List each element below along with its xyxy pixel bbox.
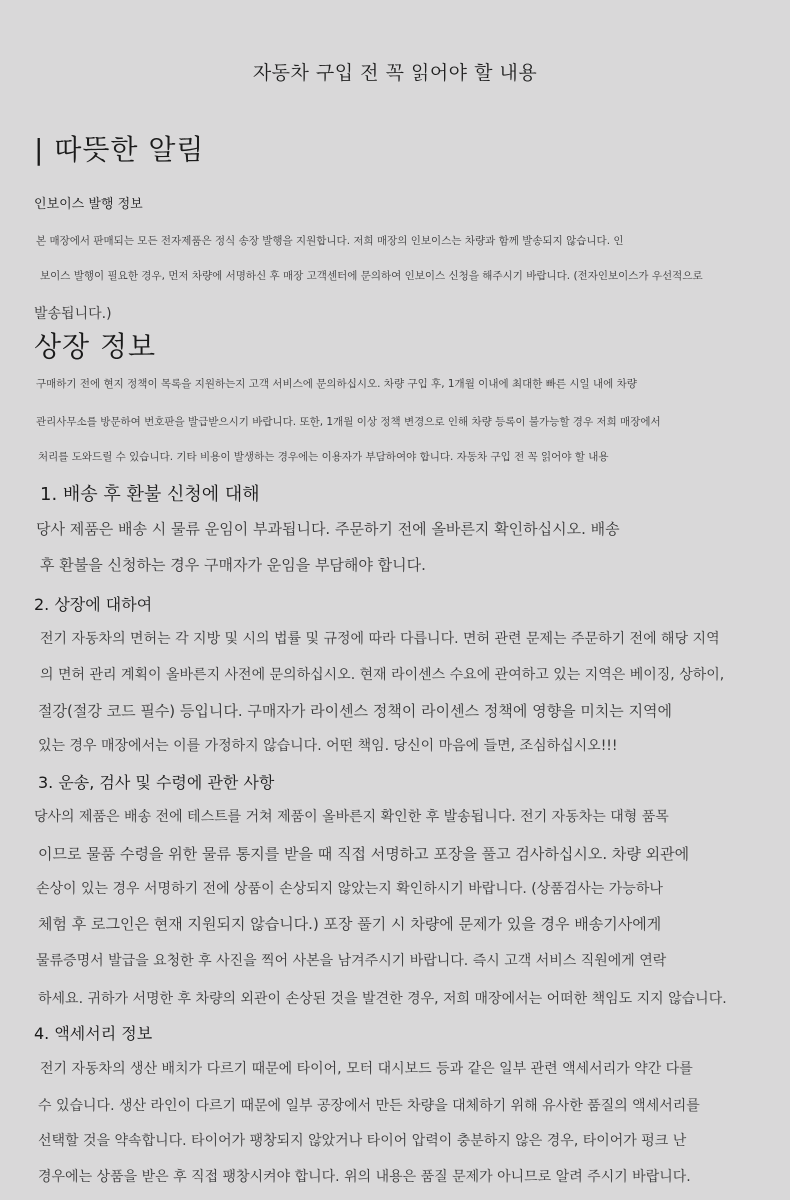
- section-title: 1. 배송 후 환불 신청에 대해: [40, 484, 260, 505]
- section-line: 전기 자동차의 면허는 각 지방 및 시의 법률 및 규정에 따라 다릅니다. 면허 관련 문제는 주문하기 전에 해당 지역: [40, 631, 720, 647]
- document-title: 자동차 구입 전 꼭 읽어야 할 내용: [252, 62, 538, 84]
- invoice-label: 인보이스 발행 정보: [34, 197, 143, 212]
- section-line: 의 면허 관리 계획이 올바른지 사전에 문의하십시오. 현재 라이센스 수요에 관여하고 있는 지역은 베이징, 상하이,: [40, 667, 725, 683]
- notice-heading: | 따뜻한 알림: [34, 133, 205, 166]
- section-line: 경우에는 상품을 받은 후 직접 팽창시켜야 합니다. 위의 내용은 품질 문제가 아니므로 알려 주시기 바랍니다.: [38, 1169, 691, 1185]
- section-line: 후 환불을 신청하는 경우 구매자가 운임을 부담해야 합니다.: [40, 556, 426, 574]
- section-line: 물류증명서 발급을 요청한 후 사진을 찍어 사본을 남겨주시기 바랍니다. 즉시 고객 서비스 직원에게 연락: [36, 953, 667, 969]
- section-line: 있는 경우 매장에서는 이를 가정하지 않습니다. 어떤 책임. 당신이 마음에 들면, 조심하십시오!!!: [38, 738, 618, 754]
- section-line: 체험 후 로그인은 현재 지원되지 않습니다.) 포장 풀기 시 차량에 문제가 있을 경우 배송기사에게: [38, 915, 662, 933]
- notice-line: 본 매장에서 판매되는 모든 전자제품은 정식 송장 발행을 지원합니다. 저희 매장의 인보이스는 차량과 함께 발송되지 않습니다. 인: [36, 235, 624, 247]
- section-line: 당사의 제품은 배송 전에 테스트를 거쳐 제품이 올바른지 확인한 후 발송됩니다. 전기 자동차는 대형 품목: [34, 809, 669, 825]
- section-title: 2. 상장에 대하여: [34, 595, 153, 614]
- section-line: 이므로 물품 수령을 위한 물류 통지를 받을 때 직접 서명하고 포장을 풀고 검사하십시오. 차량 외관에: [38, 845, 690, 863]
- section-line: 손상이 있는 경우 서명하기 전에 상품이 손상되지 않았는지 확인하시기 바랍니다. (상품검사는 가능하나: [36, 881, 663, 897]
- section-line: 수 있습니다. 생산 라인이 다르기 때문에 일부 공장에서 만든 차량을 대체하기 위해 유사한 품질의 액세서리를: [38, 1098, 700, 1114]
- product-line: 처리를 도와드릴 수 있습니다. 기타 비용이 발생하는 경우에는 이용자가 부담하여야 합니다. 자동차 구입 전 꼭 읽어야 할 내용: [38, 451, 609, 463]
- section-title: 3. 운송, 검사 및 수령에 관한 사항: [38, 773, 275, 792]
- section-line: 선택할 것을 약속합니다. 타이어가 팽창되지 않았거나 타이어 압력이 충분하지 않은 경우, 타이어가 펑크 난: [38, 1133, 687, 1149]
- section-title: 4. 액세서리 정보: [34, 1024, 153, 1043]
- section-line: 당사 제품은 배송 시 물류 운임이 부과됩니다. 주문하기 전에 올바른지 확인하십시오. 배송: [36, 520, 620, 538]
- section-line: 전기 자동차의 생산 배치가 다르기 때문에 타이어, 모터 대시보드 등과 같은 일부 관련 액세서리가 약간 다를: [40, 1061, 693, 1077]
- section-line: 하세요. 귀하가 서명한 후 차량의 외관이 손상된 것을 발견한 경우, 저희 매장에서는 어떠한 책임도 지지 않습니다.: [38, 991, 727, 1007]
- product-line: 관리사무소를 방문하여 번호판을 발급받으시기 바랍니다. 또한, 1개월 이상 정책 변경으로 인해 차량 등록이 불가능할 경우 저희 매장에서: [36, 416, 661, 428]
- product-heading: 상장 정보: [34, 330, 157, 363]
- product-line: 구매하기 전에 현지 정책이 목록을 지원하는지 고객 서비스에 문의하십시오. 차량 구입 후, 1개월 이내에 최대한 빠른 시일 내에 차량: [36, 378, 637, 390]
- notice-line: 보이스 발행이 필요한 경우, 먼저 차량에 서명하신 후 매장 고객센터에 문의하여 인보이스 신청을 해주시기 바랍니다. (전자인보이스가 우선적으로: [40, 270, 703, 282]
- notice-line: 발송됩니다.): [34, 306, 112, 322]
- section-line: 절강(절강 코드 필수) 등입니다. 구매자가 라이센스 정책이 라이센스 정책에 영향을 미치는 지역에: [38, 702, 673, 720]
